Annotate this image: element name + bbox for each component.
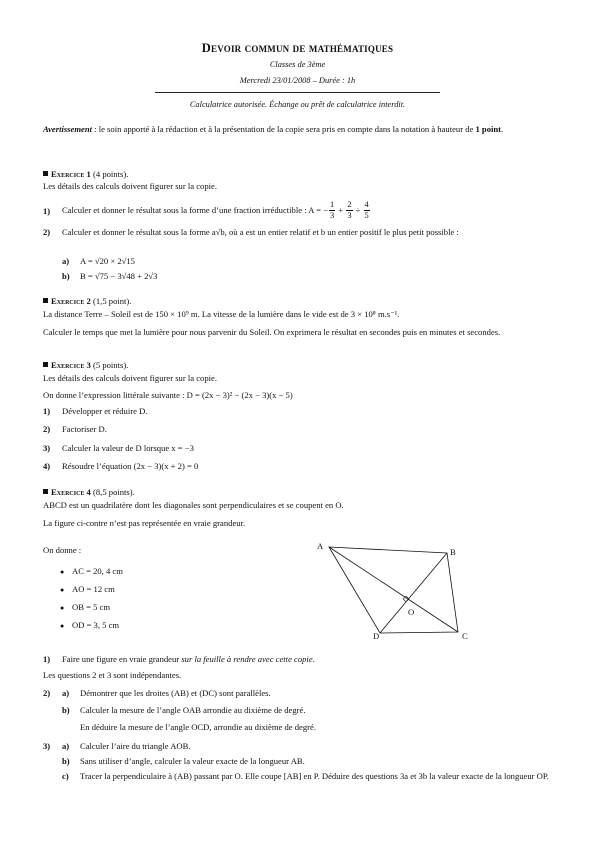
square-bullet-icon bbox=[43, 298, 48, 303]
exercise-3-question-4: Résoudre l’équation (2x − 3)(x + 2) = 0 bbox=[62, 461, 199, 471]
point-label-b: B bbox=[450, 547, 456, 557]
header-divider bbox=[155, 92, 440, 93]
exercise-3-intro: Les détails des calculs doivent figurer sur la copie. bbox=[43, 373, 217, 383]
fraction: $\frac{4}{5}$ bbox=[364, 200, 369, 221]
exercise-2-heading: Exercice 2 (1,5 point). bbox=[43, 296, 131, 307]
given-item: AC = 20, 4 cm bbox=[72, 566, 123, 576]
independence-note: Les questions 2 et 3 sont indépendantes. bbox=[43, 670, 182, 680]
exercise-1-question-2a: A = √20 × 2√15 bbox=[80, 256, 135, 266]
exercise-4-line-1: ABCD est un quadrilatère dont les diagonales sont perpendiculaires et se coupent en O. bbox=[43, 500, 344, 510]
exercise-3-heading: Exercice 3 (5 points). bbox=[43, 360, 128, 371]
exercise-4-question-2a: Démontrer que les droites (AB) et (DC) sont parallèles. bbox=[80, 688, 271, 698]
exercise-4-question-3b: Sans utiliser d’angle, calculer la valeur exacte de la longueur AB. bbox=[80, 756, 305, 766]
exercise-4-question-2b: Calculer la mesure de l’angle OAB arrondie au dixième de degré. bbox=[80, 705, 306, 715]
point-label-c: C bbox=[462, 631, 468, 641]
warning-paragraph: Avertissement : le soin apporté à la rédaction et à la présentation de la copie sera pris en compte dans la notation à hauteur de 1 point. bbox=[43, 124, 504, 134]
diagonal-ac bbox=[329, 547, 458, 632]
square-bullet-icon bbox=[43, 362, 48, 367]
exercise-1-question-2b: B = √75 − 3√48 + 2√3 bbox=[80, 271, 158, 281]
bullet-icon: ● bbox=[60, 586, 65, 594]
exercise-4-heading: Exercice 4 (8,5 points). bbox=[43, 487, 135, 498]
warning-text: : le soin apporté à la rédaction et à la présentation de la copie sera pris en compte dans la notation à hauteur de bbox=[92, 124, 476, 134]
warning-label: Avertissement bbox=[43, 124, 93, 134]
date-line: Mercredi 23/01/2008 – Durée : 1h bbox=[239, 76, 356, 85]
square-bullet-icon bbox=[43, 171, 48, 176]
warning-points: 1 point bbox=[475, 124, 502, 134]
square-bullet-icon bbox=[43, 489, 48, 494]
exercise-1-question-1: Calculer et donner le résultat sous la forme d’une fraction irréductible : A = − $\frac{1}{3}$ + $\frac{2}{3}$ ÷ $\frac{4}{5}$ bbox=[62, 200, 369, 221]
fraction: $\frac{1}{3}$ bbox=[330, 200, 335, 221]
given-item: OD = 3, 5 cm bbox=[72, 620, 120, 630]
exam-page: Devoir commun de mathématiques Classes de 3ème Mercredi 23/01/2008 – Durée : 1h Calculatrice autorisée. Échange ou prêt de calculatrice interdit. Avertissement : le soin apporté à la rédaction et à la présentation de la copie sera pris en compte dans la notation à hauteur de 1 point. Exercice 1 (4 points). Les détails des calculs doivent figurer sur la copie. 1) Calculer et donner le résultat sous la forme d’une fraction irréductible : A = − $\frac{1}{3}$ + $\frac{2}{3}$ ÷ $\frac{4}{5}$ 2) Calculer et donner le résultat sous la forme a√b, où a est un entier relatif et b un entier positif le plus petit possible : a) A = √20 × 2√15 b) B = √75 − 3√48 + 2√3 Exercice 2 (1,5 point). La distance Terre – Soleil est de 150 × 10⁹ m. La vitesse de la lumière dans le vide est de 3 × 10⁸ m.s⁻¹. Calculer le temps que met la lumière pour nous parvenir du Soleil. On exprimera le résultat en secondes puis en minutes et secondes. Exercice 3 (5 points). Les détails des calculs doivent figurer sur la copie. On donne l’expression littérale suivante : D = (2x − 3)² − (2x − 3)(x − 5) 1) Développer et réduire D. 2) Factoriser D. 3) Calculer la valeur de D lorsque x = −3 4) Résoudre l’équation (2x − 3)(x + 2) = 0 Exercice 4 (8,5 points). ABCD est un quadrilatère dont les diagonales sont perpendiculaires et se coupent en O. La figure ci-contre n’est pas représentée en vraie grandeur. On donne : ● AC = 20, 4 cm ● AO = 12 cm ● OB = 5 cm ● OD = 3, 5 cm A B C D O 1) Faire une figure en vraie grandeur sur la feuille à rendre avec cette copie. Les questions 2 et 3 sont indépendantes. 2) a) Démontrer que les droites (AB) et (DC) sont parallèles. b) Calculer la mesure de l’angle OAB arrondie au dixième de degré. En déduire la mesure de l’angle OCD, arrondie au dixième de degré. 3) a) Calculer l’aire du triangle AOB. b) Sans utiliser d’angle, calculer la valeur exacte de la longueur AB. c) Tracer la perpendiculaire à (AB) passant par O. Elle coupe [AB] en P. Déduire des questions 3a et 3b la valeur exacte de la longueur OP. bbox=[0, 0, 595, 842]
point-label-a: A bbox=[317, 541, 324, 551]
exercise-1-question-2: Calculer et donner le résultat sous la forme a√b, où a est un entier relatif et b un entier positif le plus petit possible : bbox=[62, 227, 459, 237]
given-item: OB = 5 cm bbox=[72, 602, 111, 612]
given-item: AO = 12 cm bbox=[72, 584, 115, 594]
exercise-1-heading: Exercice 1 (4 points). bbox=[43, 169, 128, 180]
given-label: On donne : bbox=[43, 545, 82, 555]
diagonal-bd bbox=[380, 553, 447, 633]
exercise-2-line-1: La distance Terre – Soleil est de 150 × 10⁹ m. La vitesse de la lumière dans le vide est de 3 × 10⁸ m.s⁻¹. bbox=[43, 309, 400, 319]
question-number: 1) bbox=[43, 206, 51, 216]
question-number: 2) bbox=[43, 227, 51, 237]
exercise-3-question-2: Factoriser D. bbox=[62, 424, 107, 434]
bullet-icon: ● bbox=[60, 568, 65, 576]
exercise-3-expression: On donne l’expression littérale suivante : D = (2x − 3)² − (2x − 3)(x − 5) bbox=[43, 390, 293, 400]
exercise-3-question-3: Calculer la valeur de D lorsque x = −3 bbox=[62, 443, 194, 453]
exercise-4-question-1: Faire une figure en vraie grandeur sur la feuille à rendre avec cette copie. bbox=[62, 654, 315, 664]
exercise-4-line-2: La figure ci-contre n’est pas représentée en vraie grandeur. bbox=[43, 518, 246, 528]
bullet-icon: ● bbox=[60, 622, 65, 630]
exercise-4-question-3c: Tracer la perpendiculaire à (AB) passant par O. Elle coupe [AB] en P. Déduire des questions 3a et 3b la valeur exacte de la longueur OP. bbox=[80, 771, 549, 781]
point-label-d: D bbox=[373, 631, 380, 641]
exercise-4-question-3a: Calculer l’aire du triangle AOB. bbox=[80, 741, 191, 751]
exercise-1-intro: Les détails des calculs doivent figurer sur la copie. bbox=[43, 181, 217, 191]
exercise-3-question-1: Développer et réduire D. bbox=[62, 406, 148, 416]
point-label-o: O bbox=[408, 607, 415, 617]
classes-line: Classes de 3ème bbox=[269, 60, 326, 69]
bullet-icon: ● bbox=[60, 604, 65, 612]
exercise-4-question-2b-follow: En déduire la mesure de l’angle OCD, arrondie au dixième de degré. bbox=[80, 722, 316, 732]
page-title: Devoir commun de mathématiques bbox=[201, 41, 394, 55]
calculator-note: Calculatrice autorisée. Échange ou prêt de calculatrice interdit. bbox=[189, 100, 406, 109]
exercise-2-line-2: Calculer le temps que met la lumière pour nous parvenir du Soleil. On exprimera le résultat en secondes puis en minutes et secondes. bbox=[43, 327, 501, 337]
fraction: $\frac{2}{3}$ bbox=[347, 200, 352, 221]
